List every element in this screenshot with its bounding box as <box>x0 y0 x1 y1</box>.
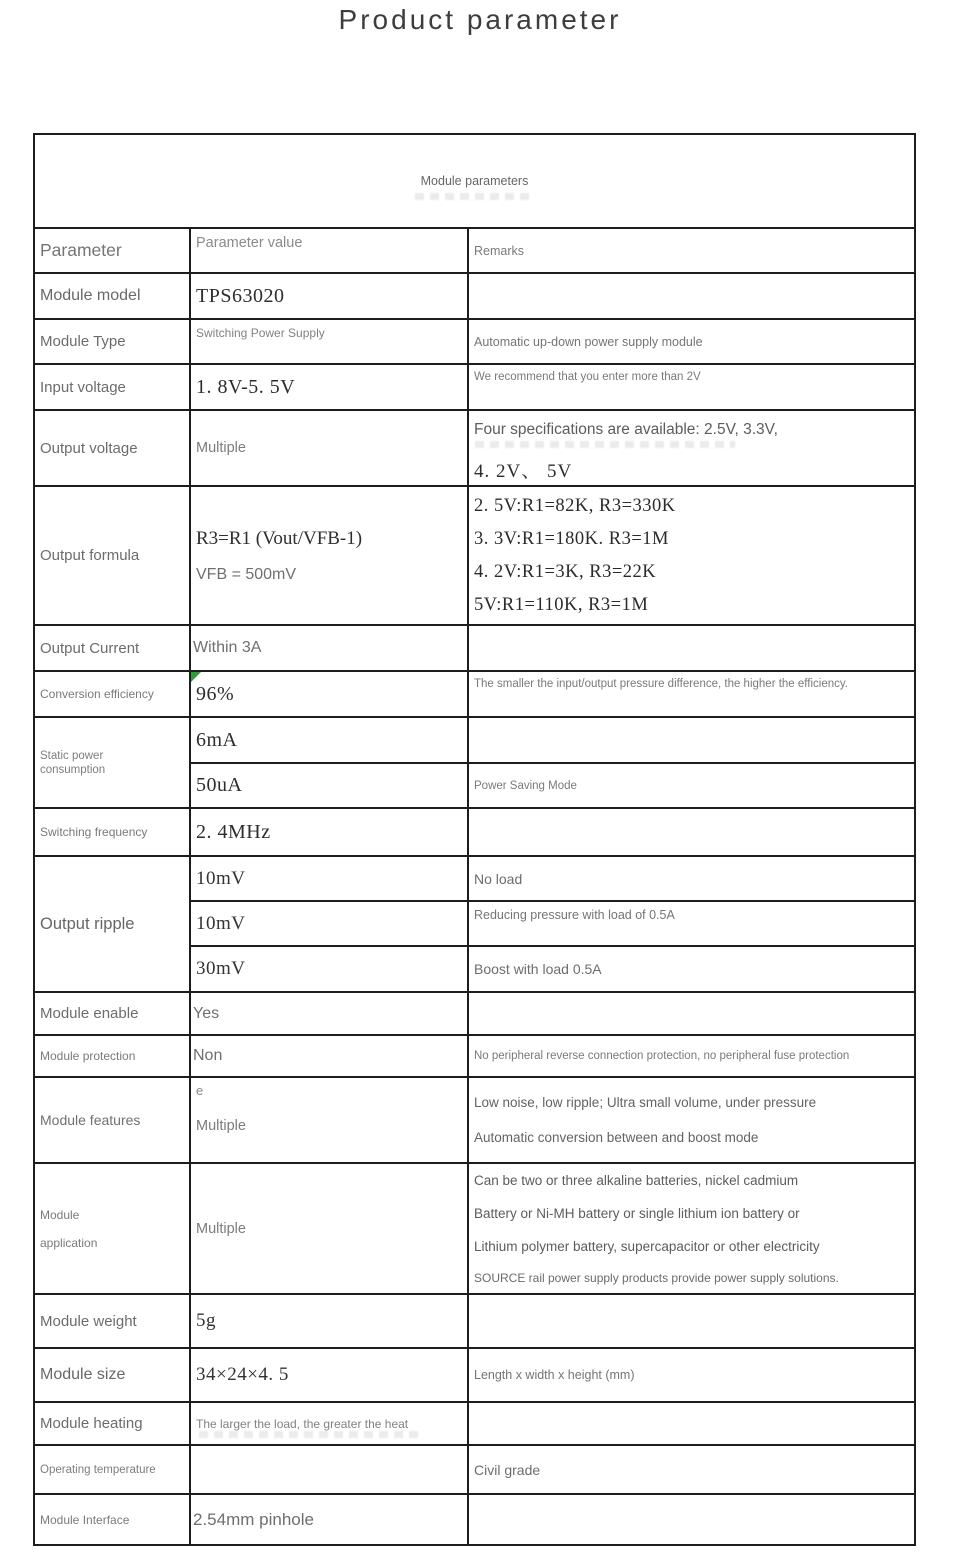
row-output-formula-label: Output formula <box>34 486 190 625</box>
module-application-label-line1: Module <box>40 1207 80 1222</box>
row-switching-frequency-remark <box>468 808 915 856</box>
row-module-heating-remark <box>468 1402 915 1445</box>
row-module-application-label <box>34 1163 190 1294</box>
row-module-model-value: TPS63020 <box>190 273 468 319</box>
row-module-enable-remark <box>468 992 915 1035</box>
output-formula-spec-4v2: 4. 2V:R1=3K, R3=22K <box>474 561 657 582</box>
row-output-current-label: Output Current <box>34 625 190 671</box>
row-module-model-label: Module model <box>34 273 190 319</box>
output-voltage-remark-line1: Four specifications are available: 2.5V, 3.3V, <box>474 421 778 438</box>
row-operating-temperature-value <box>190 1445 468 1494</box>
row-module-features-label: Module features <box>34 1077 190 1163</box>
row-operating-temperature-label: Operating temperature <box>34 1445 190 1494</box>
row-static-power-value-normal: 6mA <box>190 717 468 763</box>
row-module-protection-remark: No peripheral reverse connection protection, no peripheral fuse protection <box>468 1035 915 1077</box>
row-output-current-value: Within 3A <box>190 625 468 671</box>
output-formula-expression: R3=R1 (Vout/VFB-1) <box>196 527 363 549</box>
row-module-application-value: Multiple <box>190 1163 468 1294</box>
module-features-artifact-text: e <box>196 1083 204 1098</box>
row-module-enable-value: Yes <box>190 992 468 1035</box>
row-static-power-remark-normal <box>468 717 915 763</box>
row-static-power-value-saving: 50uA <box>190 763 468 808</box>
row-conversion-efficiency-label: Conversion efficiency <box>34 671 190 717</box>
module-application-remark-line3: Lithium polymer battery, supercapacitor or other electricity <box>474 1239 820 1254</box>
row-module-protection-label: Module protection <box>34 1035 190 1077</box>
row-module-features-value <box>190 1077 468 1163</box>
row-module-size-value: 34×24×4. 5 <box>190 1348 468 1402</box>
module-application-label-line2: application <box>40 1235 98 1250</box>
row-output-voltage-remark <box>468 410 915 486</box>
row-module-application-remark <box>468 1163 915 1294</box>
row-input-voltage-value: 1. 8V-5. 5V <box>190 364 468 410</box>
row-output-voltage-label: Output voltage <box>34 410 190 486</box>
output-formula-spec-5v: 5V:R1=110K, R3=1M <box>474 594 649 615</box>
row-module-heating-value <box>190 1402 468 1445</box>
green-corner-mark <box>191 672 201 682</box>
module-parameters-table <box>33 133 916 1546</box>
module-application-remark-line1: Can be two or three alkaline batteries, nickel cadmium <box>474 1173 799 1188</box>
row-output-ripple-remark-0: No load <box>468 856 915 901</box>
row-module-protection-value: Non <box>190 1035 468 1077</box>
module-features-remark-line2: Automatic conversion between and boost mode <box>474 1130 759 1145</box>
page-title: Product parameter <box>338 4 622 35</box>
artifact-smudge <box>415 193 535 200</box>
header-parameter: Parameter <box>34 228 190 273</box>
row-output-voltage-value: Multiple <box>190 410 468 486</box>
row-output-ripple-value-1: 10mV <box>190 901 468 946</box>
conversion-efficiency-value-text: 96% <box>196 682 235 705</box>
row-module-size-label: Module size <box>34 1348 190 1402</box>
row-module-interface-value: 2.54mm pinhole <box>190 1494 468 1545</box>
row-module-features-remark <box>468 1077 915 1163</box>
row-module-weight-remark <box>468 1294 915 1348</box>
row-module-type-remark: Automatic up-down power supply module <box>468 319 915 364</box>
static-power-label-line2: consumption <box>40 763 106 776</box>
row-output-ripple-remark-2: Boost with load 0.5A <box>468 946 915 992</box>
row-input-voltage-remark: We recommend that you enter more than 2V <box>468 364 915 410</box>
row-module-interface-label: Module Interface <box>34 1494 190 1545</box>
row-module-weight-value: 5g <box>190 1294 468 1348</box>
row-switching-frequency-label: Switching frequency <box>34 808 190 856</box>
output-formula-spec-2v5: 2. 5V:R1=82K, R3=330K <box>474 495 676 516</box>
module-features-value-text: Multiple <box>196 1118 246 1134</box>
table-caption: Module parameters <box>420 174 529 188</box>
output-voltage-remark-line2: 4. 2V、 5V <box>474 461 573 482</box>
header-remarks: Remarks <box>468 228 915 273</box>
row-module-enable-label: Module enable <box>34 992 190 1035</box>
module-heating-value-text: The larger the load, the greater the heat <box>196 1416 409 1431</box>
row-conversion-efficiency-value <box>190 671 468 717</box>
row-output-ripple-value-0: 10mV <box>190 856 468 901</box>
row-module-weight-label: Module weight <box>34 1294 190 1348</box>
output-formula-spec-3v3: 3. 3V:R1=180K. R3=1M <box>474 528 669 549</box>
row-module-type-value: Switching Power Supply <box>190 319 468 364</box>
row-static-power-label <box>34 717 190 808</box>
table-caption-cell <box>34 134 915 228</box>
row-output-ripple-remark-1: Reducing pressure with load of 0.5A <box>468 901 915 946</box>
header-parameter-value: Parameter value <box>190 228 468 273</box>
row-switching-frequency-value: 2. 4MHz <box>190 808 468 856</box>
row-module-model-remark <box>468 273 915 319</box>
row-output-formula-value <box>190 486 468 625</box>
module-application-remark-line2: Battery or Ni-MH battery or single lithium ion battery or <box>474 1206 800 1221</box>
artifact-smudge <box>199 1431 419 1438</box>
static-power-label-line1: Static power <box>40 749 104 762</box>
row-module-interface-remark <box>468 1494 915 1545</box>
row-output-current-remark <box>468 625 915 671</box>
output-formula-vfb: VFB = 500mV <box>196 565 297 583</box>
module-application-remark-line4: SOURCE rail power supply products provide power supply solutions. <box>474 1271 839 1285</box>
row-output-ripple-value-2: 30mV <box>190 946 468 992</box>
row-operating-temperature-remark: Civil grade <box>468 1445 915 1494</box>
row-module-size-remark: Length x width x height (mm) <box>468 1348 915 1402</box>
row-output-formula-remark <box>468 486 915 625</box>
row-module-type-label: Module Type <box>34 319 190 364</box>
row-output-ripple-label: Output ripple <box>34 856 190 992</box>
row-conversion-efficiency-remark: The smaller the input/output pressure difference, the higher the efficiency. <box>468 671 915 717</box>
row-static-power-remark-saving: Power Saving Mode <box>468 763 915 808</box>
row-module-heating-label: Module heating <box>34 1402 190 1445</box>
row-input-voltage-label: Input voltage <box>34 364 190 410</box>
module-features-remark-line1: Low noise, low ripple; Ultra small volume, under pressure <box>474 1095 817 1110</box>
